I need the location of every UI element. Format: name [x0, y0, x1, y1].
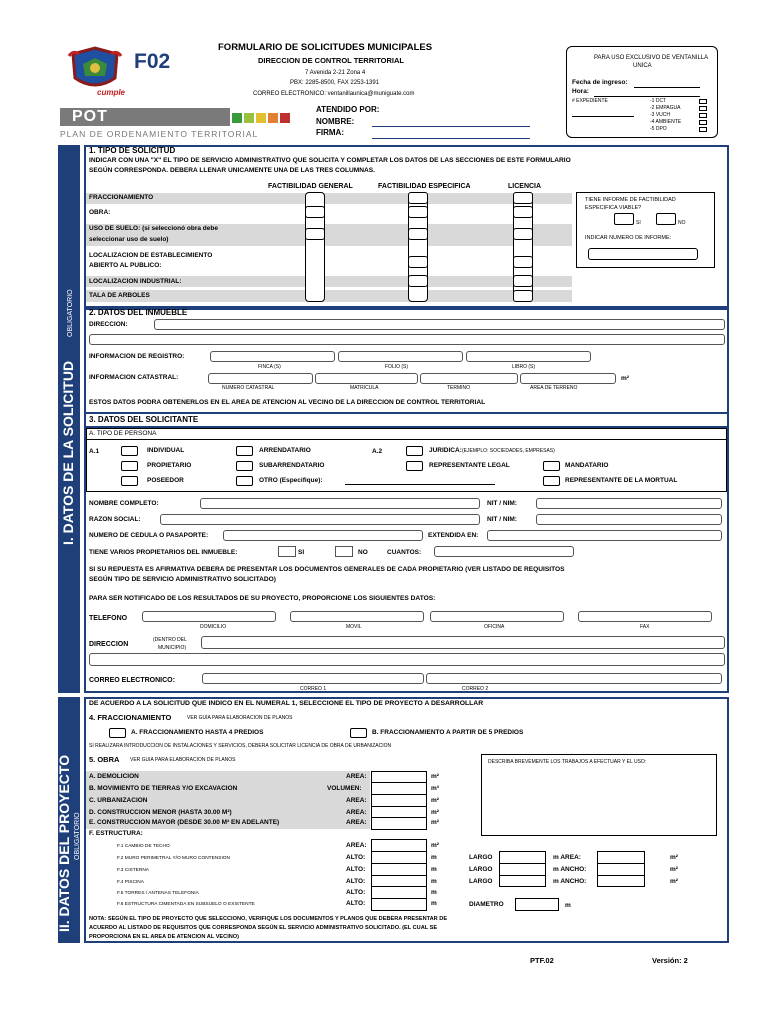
area-ancho-divider: [597, 875, 645, 876]
person-type-header: A. TIPO DE PERSONA: [89, 430, 157, 437]
folio-input[interactable]: [338, 351, 463, 362]
specific-checkbox-localizacion[interactable]: [408, 256, 428, 268]
footer-version: Versión: 2: [652, 956, 688, 965]
largo-divider: [499, 875, 546, 876]
row-band: [86, 193, 572, 204]
f4-ancho-unit: m²: [670, 878, 678, 885]
subarrendatario-label: SUBARRENDATARIO: [259, 462, 325, 469]
owners-yes-checkbox[interactable]: [278, 546, 296, 557]
section2-title: II. DATOS DEL PROYECTO: [56, 754, 72, 932]
owners-no-label: NO: [358, 549, 368, 556]
report-no-checkbox[interactable]: [656, 213, 676, 225]
attended-signature-label: FIRMA:: [316, 128, 344, 137]
nit2-input[interactable]: [536, 514, 722, 525]
works-divider: [371, 806, 427, 807]
how-many-label: CUANTOS:: [387, 549, 422, 556]
struct-f2-unit-label: ALTO:: [346, 854, 366, 861]
mandatario-checkbox[interactable]: [543, 461, 560, 471]
row-abierto: ABIERTO AL PUBLICO:: [89, 262, 162, 269]
libro-input[interactable]: [466, 351, 591, 362]
license-checkbox-uso-suelo[interactable]: [513, 228, 533, 240]
extendida-input[interactable]: [487, 530, 722, 541]
folio-label: FOLIO (S): [385, 364, 409, 370]
works-divider: [371, 817, 427, 818]
property-address-input[interactable]: [154, 319, 725, 330]
footer-code: PTF.02: [530, 956, 554, 965]
report-no-label: NO: [678, 220, 686, 226]
work-e-unit: m²: [431, 819, 439, 826]
work-d-unit-label: AREA:: [346, 809, 367, 816]
nit-label: NIT / NIM:: [487, 500, 517, 507]
affirmative-note-2: SEGÚN TIPO DE SERVICIO ADMINISTRATIVO SOLICITADO): [89, 576, 276, 583]
fraccionamiento-title: 4. FRACCIONAMIENTO: [89, 713, 172, 722]
juridica-checkbox[interactable]: [406, 446, 423, 456]
request-type-title: 1. TIPO DE SOLICITUD: [89, 146, 176, 155]
rep-legal-checkbox[interactable]: [406, 461, 423, 471]
a2-label: A.2: [372, 448, 383, 455]
f2-area-label: m AREA:: [553, 854, 581, 861]
office-address: 7 Avenida 2-21 Zona 4: [305, 70, 366, 76]
section1-tag: OBLIGATORIO: [67, 289, 74, 337]
work-c-label: C. URBANIZACION: [89, 797, 148, 804]
struct-f4-unit-label: ALTO:: [346, 878, 366, 885]
largo-value-column[interactable]: [499, 851, 546, 887]
owners-question: TIENE VARIOS PROPIETARIOS DEL INMUEBLE:: [89, 549, 238, 556]
describe-works-label: DESCRIBA BREVEMENTE LOS TRABAJOS A EFECTUAR Y EL USO:: [488, 759, 647, 765]
phone-mobile-label: MOVIL: [346, 624, 362, 630]
work-e-unit-label: AREA:: [346, 819, 367, 826]
matricula-input[interactable]: [315, 373, 418, 384]
person-type-divider: [86, 439, 727, 440]
specific-checkbox-obra[interactable]: [408, 206, 428, 218]
in-municipality-1: (DENTRO DEL: [153, 637, 187, 643]
phone-mobile-input[interactable]: [290, 611, 424, 622]
phone-home-input[interactable]: [142, 611, 276, 622]
razon-social-label: RAZON SOCIAL:: [89, 516, 141, 523]
form-subtitle: DIRECCION DE CONTROL TERRITORIAL: [258, 56, 404, 65]
structure-divider: [371, 875, 427, 876]
window-title-1: PARA USO EXCLUSIVO DE VENTANILLA: [594, 55, 709, 61]
finca-input[interactable]: [210, 351, 335, 362]
intake-time-line[interactable]: [594, 96, 700, 97]
works-value-column[interactable]: [371, 771, 427, 830]
libro-label: LIBRO (S): [512, 364, 536, 370]
col-specific: FACTIBILIDAD ESPECIFICA: [378, 183, 471, 190]
struct-f6-unit: m: [431, 900, 437, 907]
frac-b-checkbox[interactable]: [350, 728, 367, 738]
row-band: [86, 290, 572, 302]
structure-divider: [371, 851, 427, 852]
finca-label: FINCA (S): [258, 364, 281, 370]
work-c-unit: m²: [431, 797, 439, 804]
report-question-2: ESPECIFICA VIABLE?: [585, 205, 642, 211]
poseedor-checkbox[interactable]: [121, 476, 138, 486]
dept-code-4: -4 AMBIENTE: [650, 119, 682, 125]
email1-label: CORREO 1: [300, 686, 327, 692]
works-divider: [371, 782, 427, 783]
f4-ancho-label: m ANCHO:: [553, 878, 587, 885]
notify-note: PARA SER NOTIFICADO DE LOS RESULTADOS DE SU PROYECTO, PROPORCIONE LOS SIGUIENTES DATOS:: [89, 595, 436, 602]
office-email: CORREO ELECTRONICO: ventanillaunica@muniguate.com: [253, 91, 415, 97]
f3-ancho-unit: m²: [670, 866, 678, 873]
cadastral-number-label: NUMERO CATASTRAL: [222, 385, 275, 391]
rep-mortual-label: REPRESENTANTE DE LA MORTUAL: [565, 477, 678, 484]
report-number-label: INDICAR NUMERO DE INFORME:: [585, 235, 672, 241]
area-ancho-value-column[interactable]: [597, 851, 645, 887]
section2-tag: OBLIGATORIO: [74, 812, 81, 860]
report-number-input[interactable]: [588, 248, 698, 260]
license-checkbox-obra[interactable]: [513, 206, 533, 218]
full-name-input[interactable]: [200, 498, 480, 509]
arrendatario-checkbox[interactable]: [236, 446, 253, 456]
request-instr-1: INDICAR CON UNA "X" EL TIPO DE SERVICIO ADMINISTRATIVO QUE SOLICITA Y COMPLETAR LOS DATOS DE LAS SECCIONES DE ESTE FORMULARIO: [89, 157, 571, 164]
area-ancho-divider: [597, 863, 645, 864]
arrendatario-label: ARRENDATARIO: [259, 447, 311, 454]
termino-label: TERMINO: [447, 385, 471, 391]
pot-full-name: PLAN DE ORDENAMIENTO TERRITORIAL: [60, 129, 259, 139]
property-address-input-2[interactable]: [89, 334, 725, 345]
specific-checkbox-industrial[interactable]: [408, 275, 428, 287]
struct-f6-unit-label: ALTO:: [346, 900, 366, 907]
otro-checkbox[interactable]: [236, 476, 253, 486]
diameter-label: DIAMETRO: [469, 901, 504, 908]
structure-divider: [371, 863, 427, 864]
full-name-label: NOMBRE COMPLETO:: [89, 500, 159, 507]
license-checkbox-fraccionamiento[interactable]: [513, 192, 533, 204]
obra-guide: VER GUIA PARA ELABORACION DE PLANOS: [130, 757, 236, 763]
report-question-1: TIENE INFORME DE FACTIBILIDAD: [585, 197, 676, 203]
license-checkbox-tala[interactable]: [513, 290, 533, 302]
work-b-unit: m³: [431, 785, 439, 792]
dept-code-2: -2 EMPAGUA: [650, 105, 681, 111]
f2-area-unit: m²: [670, 854, 678, 861]
cadastral-number-input[interactable]: [208, 373, 313, 384]
email2-input[interactable]: [426, 673, 722, 684]
work-c-unit-label: AREA:: [346, 797, 367, 804]
property-title: 2. DATOS DEL INMUEBLE: [89, 308, 188, 317]
notify-address-input[interactable]: [201, 636, 725, 649]
attended-signature-line[interactable]: [372, 138, 530, 139]
matricula-label: MATRICULA: [350, 385, 379, 391]
phone-home-label: DOMICILIO: [200, 624, 227, 630]
intake-date-line[interactable]: [634, 87, 700, 88]
intake-date-label: Fecha de ingreso:: [572, 79, 628, 86]
expediente-label: # EXPEDIENTE: [572, 98, 608, 104]
struct-f4-label: F.4 PISCINA: [117, 880, 144, 885]
extendida-label: EXTENDIDA EN:: [428, 532, 479, 539]
pot-color-dots: [232, 111, 292, 125]
license-checkbox-localizacion[interactable]: [513, 256, 533, 268]
report-yes-label: SI: [636, 220, 641, 226]
f4-largo-label: LARGO: [469, 878, 493, 885]
rep-legal-label: REPRESENTANTE LEGAL: [429, 462, 510, 469]
f3-ancho-label: m ANCHO:: [553, 866, 587, 873]
expediente-line[interactable]: [572, 116, 634, 117]
report-yes-checkbox[interactable]: [614, 213, 634, 225]
poseedor-label: POSEEDOR: [147, 477, 184, 484]
land-area-unit: m²: [621, 375, 629, 382]
form-code: F02: [134, 50, 171, 73]
a1-label: A.1: [89, 448, 100, 455]
dept-check-4[interactable]: [699, 120, 707, 125]
applicant-title: 3. DATOS DEL SOLICITANTE: [89, 415, 199, 424]
owners-yes-label: SI: [298, 549, 305, 556]
property-address-label: DIRECCION:: [89, 321, 128, 328]
termino-input[interactable]: [420, 373, 518, 384]
registry-label: INFORMACION DE REGISTRO:: [89, 353, 185, 360]
logo-word: cumple: [97, 88, 126, 97]
diameter-input[interactable]: [515, 898, 559, 911]
struct-f1-label: F.1 CAMBIO DE TECHO: [117, 844, 170, 849]
dept-code-1: -1 DCT: [650, 98, 667, 104]
f2-largo-label: LARGO: [469, 854, 493, 861]
cedula-label: NUMERO DE CEDULA O PASAPORTE:: [89, 532, 209, 539]
frac-note: SI REALIZARA INTRODUCCION DE INSTALACIONES Y SERVICIOS, DEBERA SOLICITAR LICENCIA DE OBRA DE URBANIZACION: [89, 743, 392, 749]
dept-code-3: -3 VUCH: [650, 112, 671, 118]
structure-label: F. ESTRUCTURA:: [89, 830, 143, 837]
obra-title: 5. OBRA: [89, 755, 120, 764]
affirmative-note-1: SI SU REPUESTA ES AFIRMATIVA DEBERA DE PRESENTAR LOS DOCUMENTOS GENERALES DE CADA PROPIETARIO (VER LISTADO DE REQUISITOS: [89, 566, 565, 573]
fax-input[interactable]: [578, 611, 712, 622]
mandatario-label: MANDATARIO: [565, 462, 609, 469]
property-note: ESTOS DATOS PODRA OBTENERLOS EN EL AREA DE ATENCION AL VECINO DE LA DIRECCION DE CONTROL TERRITORIAL: [89, 399, 486, 406]
row-fraccionamiento: FRACCIONAMIENTO: [89, 194, 154, 201]
structure-divider: [371, 886, 427, 887]
diameter-unit: m: [565, 902, 571, 909]
attended-name-label: NOMBRE:: [316, 117, 355, 126]
nit-input[interactable]: [536, 498, 722, 509]
rep-mortual-checkbox[interactable]: [543, 476, 560, 486]
nit2-label: NIT / NIM:: [487, 516, 517, 523]
pot-word: POT: [72, 108, 108, 125]
email2-label: CORREO 2: [462, 686, 489, 692]
col-general: FACTIBILIDAD GENERAL: [268, 183, 353, 190]
row-tala: TALA DE ARBOLES: [89, 292, 150, 299]
cedula-input[interactable]: [223, 530, 423, 541]
frac-b-label: B. FRACCIONAMIENTO A PARTIR DE 5 PREDIOS: [372, 729, 524, 736]
individual-label: INDIVIDUAL: [147, 447, 185, 454]
project-note-3: PROPORCIONA EN EL AREA DE ATENCION AL VECINO): [89, 934, 240, 940]
project-intro: DE ACUERDO A LA SOLICITUD QUE INDICO EN EL NUMERAL 1, SELECCIONE EL TIPO DE PROYECTO A DESARROLLAR: [89, 700, 484, 707]
struct-f3-label: F.3 CISTERNA: [117, 868, 149, 873]
work-a-label: A. DEMOLICION: [89, 773, 139, 780]
row-uso-suelo-2: seleccionar uso de suelo): [89, 236, 169, 243]
land-area-label: AREA DE TERRENO: [530, 385, 578, 391]
struct-f5-unit: m: [431, 889, 437, 896]
work-d-label: D. CONSTRUCCION MENOR (HASTA 30.00 M²): [89, 809, 232, 816]
row-industrial: LOCALIZACION INDUSTRIAL:: [89, 278, 182, 285]
individual-checkbox[interactable]: [121, 446, 138, 456]
struct-f5-unit-label: ALTO:: [346, 889, 366, 896]
work-a-unit: m²: [431, 773, 439, 780]
work-b-label: B. MOVIMIENTO DE TIERRAS Y/O EXCAVACION: [89, 785, 238, 792]
row-localizacion: LOCALIZACION DE ESTABLECIMIENTO: [89, 252, 213, 259]
in-municipality-2: MUNICIPIO): [158, 645, 187, 651]
struct-f6-label: F.6 ESTRUCTURA CIMENTADA EN SUBSUELO O EXISTENTE: [117, 902, 255, 907]
propietario-label: PROPIETARIO: [147, 462, 192, 469]
struct-f5-label: F.5 TORRES / ANTENAS TELEFONIA: [117, 891, 199, 896]
describe-works-box[interactable]: [481, 754, 717, 836]
razon-social-input[interactable]: [160, 514, 480, 525]
request-instr-2: SEGÚN CORRESPONDA. DEBERA LLENAR UNICAMENTE UNA DE LAS TRES COLUMNAS.: [89, 167, 375, 174]
dept-check-1[interactable]: [699, 99, 707, 104]
propietario-checkbox[interactable]: [121, 461, 138, 471]
struct-f1-unit-label: AREA:: [346, 842, 367, 849]
juridica-label: JURIDICA:: [429, 447, 462, 454]
dept-check-2[interactable]: [699, 106, 707, 111]
struct-f3-unit-label: ALTO:: [346, 866, 366, 873]
project-note-2: ACUERDO AL LISTADO DE REQUISITOS QUE CORRESPONDA SEGÚN EL SERVICIO ADMINISTRATIVO SOLICITADO. (EL CUAL SE: [89, 925, 438, 931]
works-divider: [371, 794, 427, 795]
notify-address-label: DIRECCION: [89, 641, 129, 648]
work-a-unit-label: AREA:: [346, 773, 367, 780]
subarrendatario-checkbox[interactable]: [236, 461, 253, 471]
phone-office-label: OFICINA: [484, 624, 505, 630]
row-uso-suelo: USO DE SUELO: (si seleccionó obra debe: [89, 225, 218, 232]
general-checkbox-uso-suelo[interactable]: [305, 228, 325, 240]
juridica-example: (EJEMPLO: SOCIEDADES, EMPRESAS): [462, 448, 555, 454]
f3-largo-label: LARGO: [469, 866, 493, 873]
structure-divider: [371, 898, 427, 899]
project-note-1: NOTA: SEGÚN EL TIPO DE PROYECTO QUE SELECCIONO, VERIFIQUE LOS DOCUMENTOS Y PLANOS QUE DEBERA PRESENTAR DE: [89, 916, 448, 922]
email1-input[interactable]: [202, 673, 424, 684]
col-license: LICENCIA: [508, 183, 542, 190]
dept-check-3[interactable]: [699, 113, 707, 118]
general-checkbox-obra[interactable]: [305, 206, 325, 218]
otro-label: OTRO (Especifique):: [259, 477, 323, 484]
office-phone: PBX: 2285-8500, FAX 2253-1391: [290, 80, 380, 86]
dept-code-5: -5 DPO: [650, 126, 667, 132]
window-title-2: UNICA: [633, 63, 652, 69]
struct-f4-unit: m: [431, 878, 437, 885]
struct-f3-unit: m: [431, 866, 437, 873]
notify-address-input-2[interactable]: [89, 653, 725, 666]
attended-name-line[interactable]: [372, 126, 530, 127]
largo-divider: [499, 863, 546, 864]
cadastral-label: INFORMACION CATASTRAL:: [89, 374, 179, 381]
work-e-label: E. CONSTRUCCION MAYOR (DESDE 30.00 M² EN ADELANTE): [89, 819, 280, 826]
form-title: FORMULARIO DE SOLICITUDES MUNICIPALES: [218, 42, 433, 53]
frac-a-checkbox[interactable]: [109, 728, 126, 738]
fax-label: FAX: [640, 624, 650, 630]
section1-title: I. DATOS DE LA SOLICITUD: [60, 360, 76, 545]
dept-check-5[interactable]: [699, 127, 707, 132]
struct-f2-label: F.2 MURO PERIMETRAL Y/O MURO CONTENSION: [117, 856, 231, 861]
struct-f2-unit: m: [431, 854, 437, 861]
intake-time-label: Hora:: [572, 88, 589, 95]
license-checkbox-industrial[interactable]: [513, 275, 533, 287]
frac-a-label: A. FRACCIONAMIENTO HASTA 4 PREDIOS: [131, 729, 264, 736]
attended-by-label: ATENDIDO POR:: [316, 105, 380, 114]
how-many-input[interactable]: [434, 546, 574, 557]
specific-checkbox-uso-suelo[interactable]: [408, 228, 428, 240]
land-area-input[interactable]: [520, 373, 616, 384]
email-label: CORREO ELECTRONICO:: [89, 677, 175, 684]
work-b-unit-label: VOLUMEN:: [327, 785, 362, 792]
row-obra: OBRA:: [89, 209, 111, 216]
specific-checkbox-fraccionamiento[interactable]: [408, 192, 428, 204]
frac-guide: VER GUIA PARA ELABORACION DE PLANOS: [187, 715, 293, 721]
work-d-unit: m²: [431, 809, 439, 816]
struct-f1-unit: m²: [431, 842, 439, 849]
otro-input-line[interactable]: [345, 484, 495, 485]
phone-office-input[interactable]: [430, 611, 564, 622]
phone-label: TELEFONO: [89, 615, 128, 622]
owners-no-checkbox[interactable]: [335, 546, 353, 557]
